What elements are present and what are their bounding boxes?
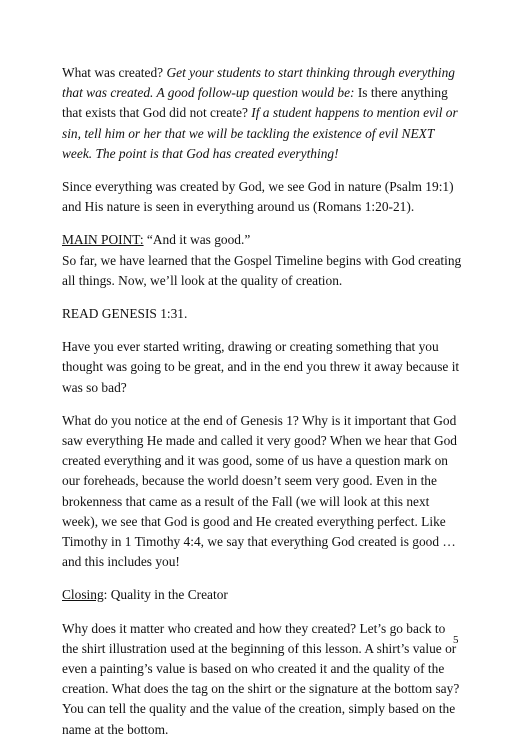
paragraph-what-was-created: [62, 63, 462, 164]
page-body: [62, 63, 462, 753]
paragraph-god-in-nature: Since everything was created by God, we see God in nature (Psalm 19:1) and His nature is seen in everything around us (Romans 1:20-21).: [62, 179, 454, 215]
main-point-quote: “And it was good.”: [143, 232, 251, 248]
page-number: 5: [453, 634, 459, 646]
paragraph-genesis-discussion: What do you notice at the end of Genesis 1? Why is it important that God saw everything He made and called it very good? When we hear that God created everything and it was good, some of us have a question mark on our foreheads, because the world doesn’t seem very good. Even in the brokenness that came as a result of the Fall (we will look at this next week), we see that God is good and He created everything perfect. Like Timothy in 1 Timothy 4:4, we say that everything God created is good … and this includes you!: [62, 412, 458, 570]
closing-label: Closing: [62, 587, 104, 603]
paragraph-creating-something: Have you ever started writing, drawing or creating something that you thought was going to be great, and in the end you threw it away because it was so bad?: [62, 339, 460, 395]
leader-note-evil: If a student happens to mention evil or sin, tell him or her that we will be tackling the existence of evil NEXT week. The point is that God has created everything!: [62, 105, 458, 161]
leader-note: Get your students to start thinking through everything that was created. A good follow-up question would be:: [62, 65, 455, 101]
paragraph-read-genesis: READ GENESIS 1:31.: [62, 306, 188, 322]
follow-up-question: Is there anything that exists that God did not create?: [62, 85, 448, 121]
closing-title: : Quality in the Creator: [103, 587, 228, 603]
paragraph-closing-heading: [62, 585, 462, 605]
paragraph-main-point: [62, 230, 462, 291]
question-text: What was created?: [62, 65, 167, 80]
paragraph-shirt-illustration: Why does it matter who created and how they created? Let’s go back to the shirt illustration used at the beginning of this lesson. A shirt’s value or even a painting’s value is based on who created it and the quality of the creation. What does the tag on the shirt or the signature at the bottom say? You can tell the quality and the value of the creation, simply based on the name at the bottom.: [62, 620, 460, 737]
main-point-body: So far, we have learned that the Gospel Timeline begins with God creating all things. Now, we’ll look at the quality of creation.: [62, 252, 462, 288]
main-point-label: MAIN POINT:: [62, 232, 144, 248]
